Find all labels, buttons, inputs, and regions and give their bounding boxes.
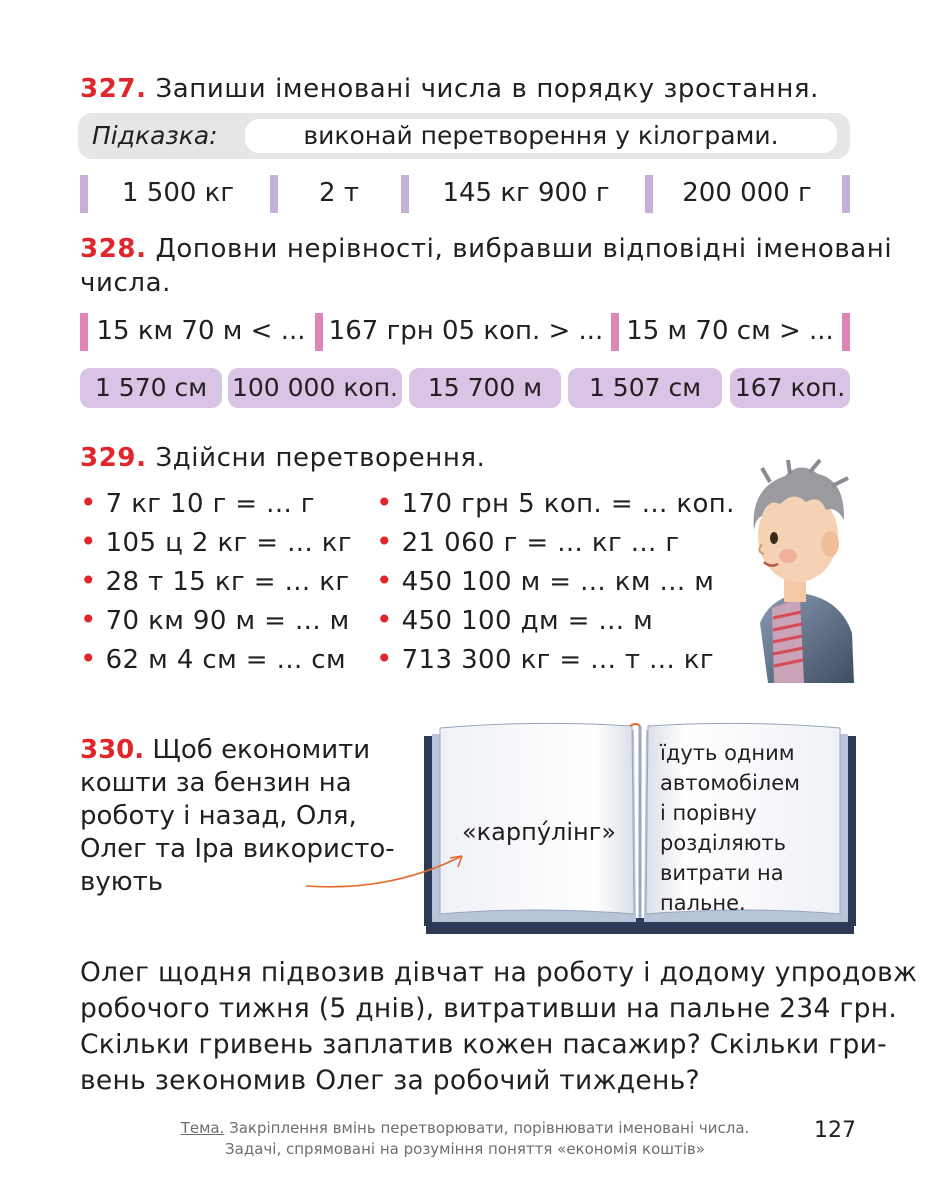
list-item <box>376 525 735 564</box>
conversion-text: 713 300 кг = ... т ... кг <box>401 645 714 675</box>
task-number: 330. <box>80 735 145 765</box>
quantity-item: 200 000 г <box>682 178 812 208</box>
bullet-icon: • <box>376 525 393 558</box>
conversion-text: 105 ц 2 кг = ... кг <box>105 528 352 558</box>
separator <box>611 313 619 351</box>
separator <box>645 175 653 213</box>
separator <box>80 175 88 213</box>
bullet-icon: • <box>376 486 393 519</box>
text-line: вують <box>80 867 164 897</box>
page-number: 127 <box>814 1118 856 1143</box>
text-line: витрати на <box>660 861 784 885</box>
separator <box>842 175 850 213</box>
separator <box>401 175 409 213</box>
list-item <box>376 564 735 603</box>
text-line: Щоб економити <box>152 735 371 765</box>
conversion-text: 450 100 м = ... км ... м <box>401 567 715 597</box>
option-chip: 1 507 см <box>568 368 722 408</box>
task-text-continued: числа. <box>80 268 171 298</box>
quantity-item: 145 кг 900 г <box>442 178 610 208</box>
list-item <box>376 642 735 681</box>
bullet-icon: • <box>80 486 97 519</box>
list-item <box>376 486 735 525</box>
task-number: 327. <box>80 74 147 104</box>
bullet-icon: • <box>376 564 393 597</box>
text-line: Олег щодня підвозив дівчат на роботу і додому упродовж <box>80 957 918 988</box>
conversion-list-left <box>80 486 352 681</box>
separator <box>80 313 88 351</box>
text-line: кошти за бензин на <box>80 768 352 798</box>
list-item <box>80 642 352 681</box>
option-chip: 167 коп. <box>730 368 850 408</box>
option-chip: 100 000 коп. <box>228 368 402 408</box>
conversion-text: 62 м 4 см = ... см <box>105 645 347 675</box>
topic-text: Закріплення вмінь перетворювати, порівнювати іменовані числа. <box>224 1119 750 1137</box>
task-329-heading <box>80 443 486 473</box>
text-line: робочого тижня (5 днів), витративши на пальне 234 грн. <box>80 993 898 1024</box>
task-330-question <box>80 955 917 1099</box>
task-text: Доповни нерівності, вибравши відповідні іменовані <box>155 234 893 264</box>
list-item <box>80 564 352 603</box>
option-chip: 1 570 см <box>80 368 222 408</box>
conversion-text: 28 т 15 кг = ... кг <box>105 567 350 597</box>
bullet-icon: • <box>80 564 97 597</box>
bullet-icon: • <box>376 603 393 636</box>
conversion-text: 7 кг 10 г = ... г <box>105 489 315 519</box>
task-number: 329. <box>80 443 147 473</box>
list-item <box>80 603 352 642</box>
option-chip: 15 700 м <box>409 368 561 408</box>
bullet-icon: • <box>80 603 97 636</box>
text-line: Олег та Іра використо- <box>80 834 395 864</box>
list-item <box>80 486 352 525</box>
text-line: їдуть одним <box>660 741 795 765</box>
text-line: розділяють <box>660 831 787 855</box>
inequality: 167 грн 05 коп. > ... <box>328 316 604 346</box>
conversion-text: 21 060 г = ... кг ... г <box>401 528 680 558</box>
text-line: пальне. <box>660 891 746 915</box>
task-text: Запиши іменовані числа в порядку зростання. <box>155 74 820 104</box>
text-line: і порівну <box>660 801 757 825</box>
text-line: роботу і назад, Оля, <box>80 801 357 831</box>
inequality: 15 м 70 см > ... <box>626 316 834 346</box>
list-item <box>376 603 735 642</box>
arrow-icon <box>300 848 480 894</box>
book-keyword: «карпу́лінг» <box>462 818 617 846</box>
task-text: Здійсни перетворення. <box>155 443 486 473</box>
task-number: 328. <box>80 234 147 264</box>
conversion-text: 70 км 90 м = ... м <box>105 606 350 636</box>
page-footer <box>140 1118 790 1160</box>
bullet-icon: • <box>80 525 97 558</box>
list-item <box>80 525 352 564</box>
conversion-text: 450 100 дм = ... м <box>401 606 654 636</box>
bullet-icon: • <box>376 642 393 675</box>
quantity-item: 2 т <box>319 178 359 208</box>
topic-label: Тема. <box>180 1119 225 1137</box>
text-line: вень зекономив Олег за робочий тиждень? <box>80 1065 700 1096</box>
text-line: автомобілем <box>660 771 800 795</box>
topic-text: Задачі, спрямовані на розуміння поняття «економія коштів» <box>225 1140 705 1158</box>
hint-text: виконай перетворення у кілограми. <box>303 121 779 150</box>
book-definition <box>660 738 800 918</box>
hint-label: Підказка: <box>92 121 218 150</box>
conversion-text: 170 грн 5 коп. = ... коп. <box>401 489 735 519</box>
task-327-heading <box>80 74 819 104</box>
inequality: 15 км 70 м < ... <box>96 316 306 346</box>
text-line: Скільки гривень заплатив кожен пасажир? Скільки гри- <box>80 1029 888 1060</box>
separator <box>315 313 323 351</box>
separator <box>270 175 278 213</box>
boy-illustration <box>740 458 860 688</box>
bullet-icon: • <box>80 642 97 675</box>
task-328-heading <box>80 234 892 264</box>
quantity-item: 1 500 кг <box>121 178 235 208</box>
separator <box>842 313 850 351</box>
conversion-list-right <box>376 486 735 681</box>
